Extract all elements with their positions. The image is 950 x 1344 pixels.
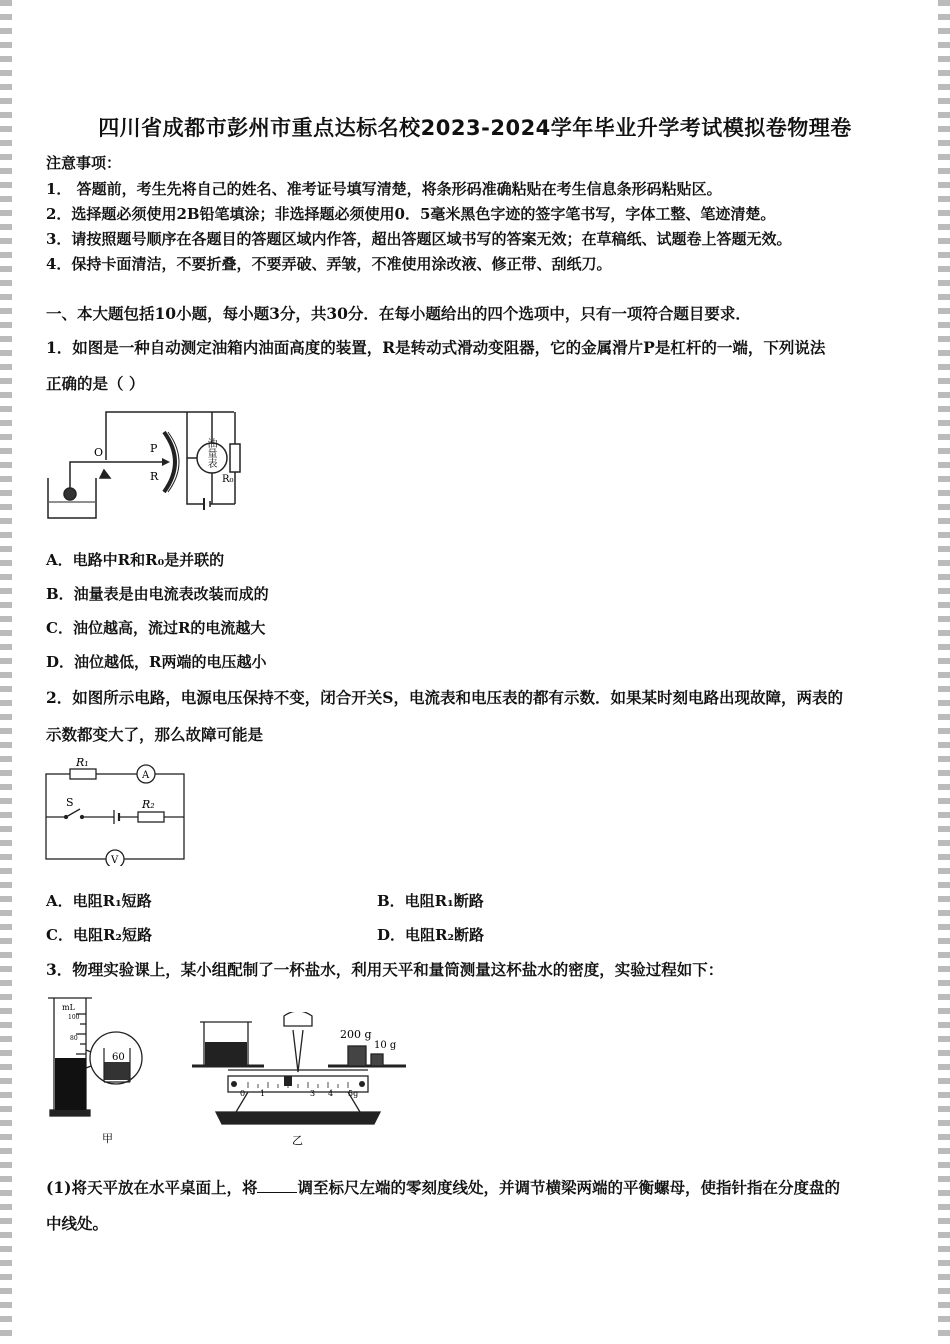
q1-oil-gauge-figure [44,408,264,523]
q3-stem: 3．物理实验课上，某小组配制了一杯盐水，利用天平和量筒测量这杯盐水的密度，实验过程如下： [46,960,724,979]
q2-stem-line2: 示数都变大了，那么故障可能是 [46,725,264,744]
notice-item: 2．选择题必须使用2B铅笔填涂；非选择题必须使用0．5毫米黑色字迹的签字笔书写，字体工整、笔迹清楚。 [46,205,776,223]
q1-option-b[interactable]: B．油量表是由电流表改装而成的 [46,585,269,603]
q3-sub1-prefix: (1)将天平放在水平桌面上，将 [46,1178,258,1197]
q2-option-c[interactable]: C．电阻R₂短路 [46,926,152,944]
fig3-scale-1: 1 [260,1089,266,1098]
q1-option-a[interactable]: A．电路中R和R₀是并联的 [46,551,225,569]
fig1-label-r0: R₀ [222,474,234,485]
fig3-label-jia: 甲 [102,1132,113,1145]
fig3-label-ml: mL [62,1003,75,1012]
fig3-label-200g: 200 g [340,1028,372,1041]
q3-sub1-suffix: 调至标尺左端的零刻度线处，并调节横梁两端的平衡螺母，使指针指在分度盘的 [297,1178,840,1197]
q1-option-c[interactable]: C．油位越高，流过R的电流越大 [46,619,266,637]
fig1-label-meter: 油量表 [205,438,216,468]
q2-option-a[interactable]: A．电阻R₁短路 [46,892,152,910]
q3-sub1-line1 [46,1176,840,1198]
q2-circuit-figure [40,754,192,866]
notice-item: 4．保持卡面清洁，不要折叠，不要弄破、弄皱，不准使用涂改液、修正带、刮纸刀。 [46,255,612,273]
fig3-scale-4: 4 [328,1089,334,1098]
notice-heading: 注意事项： [46,154,122,172]
section-heading: 一、本大题包括10小题，每小题3分，共30分．在每小题给出的四个选项中，只有一项符合题目要求． [46,304,751,323]
fig2-label-r1: R₁ [76,756,89,769]
fig2-label-a: A [142,770,150,781]
q2-option-d[interactable]: D．电阻R₂断路 [377,926,485,944]
fig2-label-v: V [111,855,119,866]
q3-sub1-line2: 中线处。 [46,1214,109,1233]
q2-option-b[interactable]: B．电阻R₁断路 [377,892,484,910]
fig3-label-60: 60 [112,1052,125,1063]
q1-stem-line2: 正确的是（ ） [46,374,145,393]
fig1-meter-label-box [205,438,219,483]
q2-stem-line1: 2．如图所示电路，电源电压保持不变，闭合开关S，电流表和电压表的都有示数．如果某时刻电路出现故障，两表的 [46,688,843,707]
q3-sub1-blank[interactable] [257,1192,297,1193]
fig3-scale-0: 0 [240,1089,246,1098]
q3-balance-figure [188,1012,414,1152]
q3-cylinder-figure [46,990,156,1150]
fig3-label-80: 80 [70,1035,78,1042]
q1-stem-line1: 1．如图是一种自动测定油箱内油面高度的装置，R是转动式滑动变阻器，它的金属滑片P是杠杆的一端，下列说法 [46,338,826,357]
q1-option-d[interactable]: D．油位越低，R两端的电压越小 [46,653,267,671]
fig3-scale-5g: 5g [348,1089,359,1098]
notice-item: 1． 答题前，考生先将自己的姓名、准考证号填写清楚，将条形码准确粘贴在考生信息条形码粘贴区。 [46,180,722,198]
page-title: 四川省成都市彭州市重点达标名校2023-2024学年毕业升学考试模拟卷物理卷 [98,116,852,140]
fig3-label-100: 100 [68,1014,80,1021]
fig3-label-10g: 10 g [374,1040,397,1051]
fig1-label-p: P [150,442,158,455]
fig1-label-r: R [150,470,159,483]
notice-item: 3．请按照题号顺序在各题目的答题区域内作答，超出答题区域书写的答案无效；在草稿纸、试题卷上答题无效。 [46,230,792,248]
fig2-label-s: S [66,796,74,809]
fig1-label-o: O [94,446,104,459]
fig2-label-r2: R₂ [142,798,155,811]
right-binding-dashes [938,0,950,1344]
fig3-label-yi: 乙 [292,1134,303,1147]
fig3-scale-3: 3 [310,1089,316,1098]
left-binding-dashes [0,0,12,1344]
